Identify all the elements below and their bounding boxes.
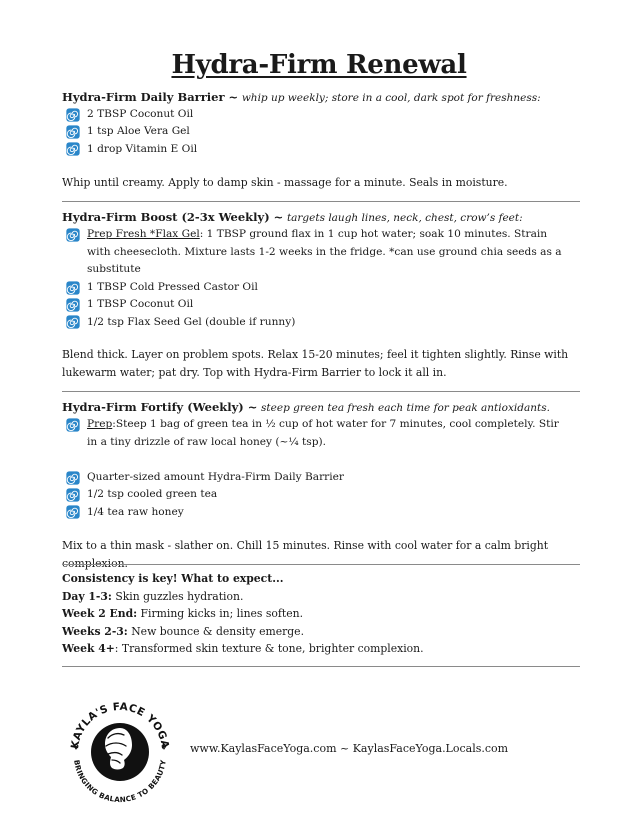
expect-row: Week 2 End: Firming kicks in; lines soften. (62, 607, 304, 621)
list-item: 1 TBSP Coconut Oil (66, 296, 295, 313)
list-item: 1 tsp Aloe Vera Gel (66, 123, 197, 140)
spiral-bullet-icon (66, 228, 80, 242)
page-title: Hydra-Firm Renewal (171, 50, 467, 80)
spiral-bullet-icon (66, 315, 80, 329)
list-item: 1 drop Vitamin E Oil (66, 141, 197, 158)
fortify-heading-row (62, 400, 550, 414)
divider (62, 564, 580, 565)
divider (62, 391, 580, 392)
boost-instructions: Blend thick. Layer on problem spots. Relax 15-20 minutes; feel it tighten slightly. Rinse with lukewarm water; pat dry. Top with Hydra-Firm Barrier to lock it all in. (62, 348, 569, 379)
list-item: 2 TBSP Coconut Oil (66, 106, 197, 123)
expectations (62, 570, 424, 658)
logo-top-text: KAYLA'S FACE YOGA (68, 700, 172, 750)
barrier-heading: Hydra-Firm Daily Barrier ~ (62, 90, 239, 104)
list-item: 1/2 tsp Flax Seed Gel (double if runny) (66, 314, 295, 331)
expect-heading: Consistency is key! What to expect... (62, 572, 284, 585)
boost-heading: Hydra-Firm Boost (2-3x Weekly) ~ (62, 210, 284, 224)
list-item: 1/4 tea raw honey (66, 504, 344, 521)
spiral-bullet-icon (66, 488, 80, 502)
boost-prep-label: Prep Fresh *Flax Gel (87, 228, 200, 240)
boost-ingredient-list (66, 279, 295, 331)
fortify-prep-text: :Steep 1 bag of green tea in ½ cup of hot water for 7 minutes, cool completely. Stir in a tiny drizzle of raw local honey (~¼ tsp). (87, 418, 559, 448)
spiral-bullet-icon (66, 281, 80, 295)
expect-row: Day 1-3: Skin guzzles hydration. (62, 589, 244, 603)
footer-links: www.KaylasFaceYoga.com ~ KaylasFaceYoga.Locals.com (190, 742, 509, 755)
spiral-bullet-icon (66, 142, 80, 156)
divider (62, 201, 580, 202)
fortify-prep (66, 416, 566, 451)
logo-bottom-text: BRINGING BALANCE TO BEAUTY (72, 759, 168, 805)
barrier-heading-row (62, 90, 541, 104)
fortify-heading: Hydra-Firm Fortify (Weekly) ~ (62, 400, 258, 414)
boost-prep (66, 226, 566, 279)
expect-row: Weeks 2-3: New bounce & density emerge. (62, 624, 305, 638)
boost-heading-row (62, 210, 523, 224)
divider (62, 666, 580, 667)
barrier-ingredient-list (66, 106, 197, 158)
spiral-bullet-icon (66, 108, 80, 122)
barrier-note: whip up weekly; store in a cool, dark spot for freshness: (241, 92, 541, 104)
list-item: 1 TBSP Cold Pressed Castor Oil (66, 279, 295, 296)
list-item: Quarter-sized amount Hydra-Firm Daily Barrier (66, 469, 344, 486)
fortify-prep-label: Prep (87, 418, 113, 430)
kaylas-face-yoga-logo (64, 686, 176, 810)
expect-row: Week 4+: Transformed skin texture & tone, brighter complexion. (62, 642, 424, 656)
fortify-ingredient-list (66, 469, 344, 521)
spiral-bullet-icon (66, 298, 80, 312)
boost-prep-text: : 1 TBSP ground flax in 1 cup hot water; soak 10 minutes. Strain with cheesecloth. Mixture lasts 1-2 weeks in the fridge. *can use ground chia seeds as a substitute (87, 228, 562, 275)
fortify-note: steep green tea fresh each time for peak antioxidants. (261, 402, 550, 414)
boost-note: targets laugh lines, neck, chest, crow’s feet: (286, 212, 523, 224)
fortify-instructions: Mix to a thin mask - slather on. Chill 15 minutes. Rinse with cool water for a calm bright complexion. (62, 539, 549, 570)
list-item: 1/2 tsp cooled green tea (66, 486, 344, 503)
spiral-bullet-icon (66, 125, 80, 139)
barrier-instructions: Whip until creamy. Apply to damp skin - massage for a minute. Seals in moisture. (62, 176, 508, 189)
spiral-bullet-icon (66, 418, 80, 432)
spiral-bullet-icon (66, 471, 80, 485)
spiral-bullet-icon (66, 505, 80, 519)
